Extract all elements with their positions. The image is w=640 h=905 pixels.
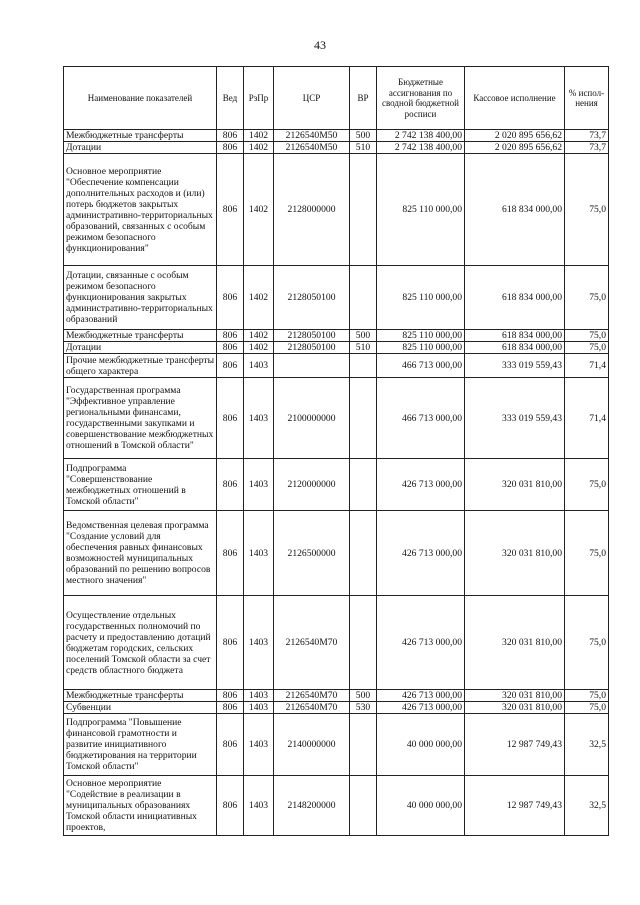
row-csr-cell: 2126540М70 <box>274 702 350 714</box>
row-pct-cell: 75,0 <box>565 459 609 511</box>
row-name-cell: Основное мероприятие "Обеспечение компенсации дополнительных расходов и (или) потерь бюджетов закрытых административно-территориальных образований, связанных с особым режимом безопасного функционирования" <box>64 154 217 266</box>
table-row <box>64 266 609 330</box>
row-csr-cell: 2128050100 <box>274 330 350 342</box>
table-row <box>64 776 609 836</box>
row-ved-cell: 806 <box>217 342 244 354</box>
row-cash-cell: 320 031 810,00 <box>465 702 565 714</box>
row-cash-cell: 2 020 895 656,62 <box>465 142 565 154</box>
row-rzpr-cell: 1402 <box>244 142 274 154</box>
row-cash-cell: 12 987 749,43 <box>465 714 565 776</box>
row-pct-cell: 75,0 <box>565 266 609 330</box>
row-csr-cell: 2126540М70 <box>274 596 350 690</box>
row-rzpr-cell: 1403 <box>244 378 274 459</box>
header-ved: Вед <box>217 67 244 130</box>
row-budget-cell: 2 742 138 400,00 <box>377 130 465 142</box>
row-name-cell: Ведомственная целевая программа "Создание условий для обеспечения равных финансовых возможностей муниципальных образований по решению вопросов местного значения" <box>64 511 217 596</box>
row-budget-cell: 825 110 000,00 <box>377 154 465 266</box>
row-vr-cell <box>350 266 377 330</box>
row-rzpr-cell: 1403 <box>244 776 274 836</box>
row-cash-cell: 618 834 000,00 <box>465 342 565 354</box>
header-budget: Бюджетные ассигнования по сводной бюджетной росписи <box>377 67 465 130</box>
row-budget-cell: 40 000 000,00 <box>377 776 465 836</box>
row-pct-cell: 32,5 <box>565 714 609 776</box>
row-rzpr-cell: 1403 <box>244 690 274 702</box>
row-cash-cell: 618 834 000,00 <box>465 330 565 342</box>
table-row <box>64 714 609 776</box>
row-cash-cell: 618 834 000,00 <box>465 266 565 330</box>
header-csr: ЦСР <box>274 67 350 130</box>
row-name-cell: Государственная программа "Эффективное управление региональными финансами, государственными закупками и совершенствование межбюджетных отношений в Томской области" <box>64 378 217 459</box>
table-row <box>64 459 609 511</box>
row-csr-cell: 2140000000 <box>274 714 350 776</box>
row-rzpr-cell: 1403 <box>244 596 274 690</box>
row-name-cell: Подпрограмма "Совершенствование межбюджетных отношений в Томской области" <box>64 459 217 511</box>
page-number: 43 <box>314 38 326 52</box>
header-rzpr: РзПр <box>244 67 274 130</box>
row-budget-cell: 466 713 000,00 <box>377 354 465 378</box>
row-name-cell: Дотации, связанные с особым режимом безопасного функционирования закрытых административно-территориальных образований <box>64 266 217 330</box>
row-rzpr-cell: 1403 <box>244 511 274 596</box>
row-budget-cell: 40 000 000,00 <box>377 714 465 776</box>
row-rzpr-cell: 1403 <box>244 354 274 378</box>
row-name-cell: Осуществление отдельных государственных полномочий по расчету и предоставлению дотаций бюджетам городских, сельских поселений Томской области за счет средств областного бюджета <box>64 596 217 690</box>
table-row <box>64 511 609 596</box>
table-body <box>64 130 609 836</box>
row-vr-cell <box>350 714 377 776</box>
row-csr-cell: 2126540М50 <box>274 142 350 154</box>
table-row <box>64 154 609 266</box>
table-row <box>64 342 609 354</box>
row-cash-cell: 12 987 749,43 <box>465 776 565 836</box>
row-ved-cell: 806 <box>217 266 244 330</box>
header-cash: Кассовое исполнение <box>465 67 565 130</box>
row-name-cell: Межбюджетные трансферты <box>64 330 217 342</box>
row-budget-cell: 466 713 000,00 <box>377 378 465 459</box>
row-csr-cell: 2126540М70 <box>274 690 350 702</box>
row-rzpr-cell: 1402 <box>244 330 274 342</box>
row-name-cell: Подпрограмма "Повышение финансовой грамотности и развитие инициативного бюджетирования на территории Томской области" <box>64 714 217 776</box>
row-csr-cell: 2128050100 <box>274 266 350 330</box>
row-ved-cell: 806 <box>217 154 244 266</box>
row-cash-cell: 320 031 810,00 <box>465 596 565 690</box>
row-csr-cell: 2126540М50 <box>274 130 350 142</box>
row-pct-cell: 73,7 <box>565 130 609 142</box>
row-budget-cell: 825 110 000,00 <box>377 266 465 330</box>
row-ved-cell: 806 <box>217 776 244 836</box>
row-pct-cell: 71,4 <box>565 354 609 378</box>
header-vr: ВР <box>350 67 377 130</box>
table-row <box>64 702 609 714</box>
row-csr-cell: 2128050100 <box>274 342 350 354</box>
row-budget-cell: 426 713 000,00 <box>377 459 465 511</box>
row-pct-cell: 71,4 <box>565 378 609 459</box>
row-vr-cell: 500 <box>350 690 377 702</box>
row-ved-cell: 806 <box>217 330 244 342</box>
row-ved-cell: 806 <box>217 459 244 511</box>
row-rzpr-cell: 1402 <box>244 266 274 330</box>
row-vr-cell <box>350 459 377 511</box>
row-ved-cell: 806 <box>217 511 244 596</box>
row-vr-cell <box>350 378 377 459</box>
row-vr-cell: 500 <box>350 130 377 142</box>
row-vr-cell <box>350 511 377 596</box>
row-name-cell: Субвенции <box>64 702 217 714</box>
table-row <box>64 142 609 154</box>
row-budget-cell: 426 713 000,00 <box>377 511 465 596</box>
row-vr-cell <box>350 776 377 836</box>
table-row <box>64 354 609 378</box>
row-name-cell: Основное мероприятие "Содействие в реализации в муниципальных образованиях Томской области инициативных проектов, <box>64 776 217 836</box>
row-rzpr-cell: 1403 <box>244 459 274 511</box>
row-cash-cell: 2 020 895 656,62 <box>465 130 565 142</box>
row-csr-cell: 2128000000 <box>274 154 350 266</box>
row-vr-cell: 510 <box>350 142 377 154</box>
row-ved-cell: 806 <box>217 142 244 154</box>
header-pct: % испол-нения <box>565 67 609 130</box>
row-vr-cell <box>350 596 377 690</box>
row-pct-cell: 75,0 <box>565 690 609 702</box>
row-rzpr-cell: 1402 <box>244 342 274 354</box>
row-pct-cell: 73,7 <box>565 142 609 154</box>
row-csr-cell: 2148200000 <box>274 776 350 836</box>
row-budget-cell: 426 713 000,00 <box>377 702 465 714</box>
row-ved-cell: 806 <box>217 690 244 702</box>
row-ved-cell: 806 <box>217 130 244 142</box>
row-pct-cell: 75,0 <box>565 511 609 596</box>
row-cash-cell: 333 019 559,43 <box>465 354 565 378</box>
table-row <box>64 378 609 459</box>
row-ved-cell: 806 <box>217 702 244 714</box>
table-row <box>64 596 609 690</box>
row-budget-cell: 426 713 000,00 <box>377 596 465 690</box>
row-csr-cell: 2120000000 <box>274 459 350 511</box>
table-row <box>64 690 609 702</box>
row-budget-cell: 426 713 000,00 <box>377 690 465 702</box>
row-pct-cell: 75,0 <box>565 154 609 266</box>
row-cash-cell: 333 019 559,43 <box>465 378 565 459</box>
row-budget-cell: 2 742 138 400,00 <box>377 142 465 154</box>
row-name-cell: Дотации <box>64 342 217 354</box>
row-pct-cell: 75,0 <box>565 702 609 714</box>
row-csr-cell: 2126500000 <box>274 511 350 596</box>
row-vr-cell: 530 <box>350 702 377 714</box>
row-name-cell: Дотации <box>64 142 217 154</box>
row-cash-cell: 320 031 810,00 <box>465 459 565 511</box>
row-budget-cell: 825 110 000,00 <box>377 342 465 354</box>
row-ved-cell: 806 <box>217 596 244 690</box>
row-ved-cell: 806 <box>217 714 244 776</box>
row-vr-cell <box>350 154 377 266</box>
row-vr-cell: 510 <box>350 342 377 354</box>
row-vr-cell: 500 <box>350 330 377 342</box>
table-row <box>64 330 609 342</box>
row-rzpr-cell: 1403 <box>244 714 274 776</box>
row-budget-cell: 825 110 000,00 <box>377 330 465 342</box>
row-csr-cell <box>274 354 350 378</box>
row-ved-cell: 806 <box>217 378 244 459</box>
row-rzpr-cell: 1402 <box>244 130 274 142</box>
row-name-cell: Прочие межбюджетные трансферты общего характера <box>64 354 217 378</box>
row-ved-cell: 806 <box>217 354 244 378</box>
row-cash-cell: 320 031 810,00 <box>465 511 565 596</box>
row-rzpr-cell: 1402 <box>244 154 274 266</box>
row-pct-cell: 32,5 <box>565 776 609 836</box>
row-pct-cell: 75,0 <box>565 596 609 690</box>
table-row <box>64 130 609 142</box>
table-header-row <box>64 67 609 130</box>
row-csr-cell: 2100000000 <box>274 378 350 459</box>
row-name-cell: Межбюджетные трансферты <box>64 690 217 702</box>
row-cash-cell: 320 031 810,00 <box>465 690 565 702</box>
row-rzpr-cell: 1403 <box>244 702 274 714</box>
budget-execution-table <box>63 66 609 836</box>
row-name-cell: Межбюджетные трансферты <box>64 130 217 142</box>
header-name: Наименование показателей <box>64 67 217 130</box>
row-vr-cell <box>350 354 377 378</box>
row-pct-cell: 75,0 <box>565 342 609 354</box>
row-pct-cell: 75,0 <box>565 330 609 342</box>
row-cash-cell: 618 834 000,00 <box>465 154 565 266</box>
